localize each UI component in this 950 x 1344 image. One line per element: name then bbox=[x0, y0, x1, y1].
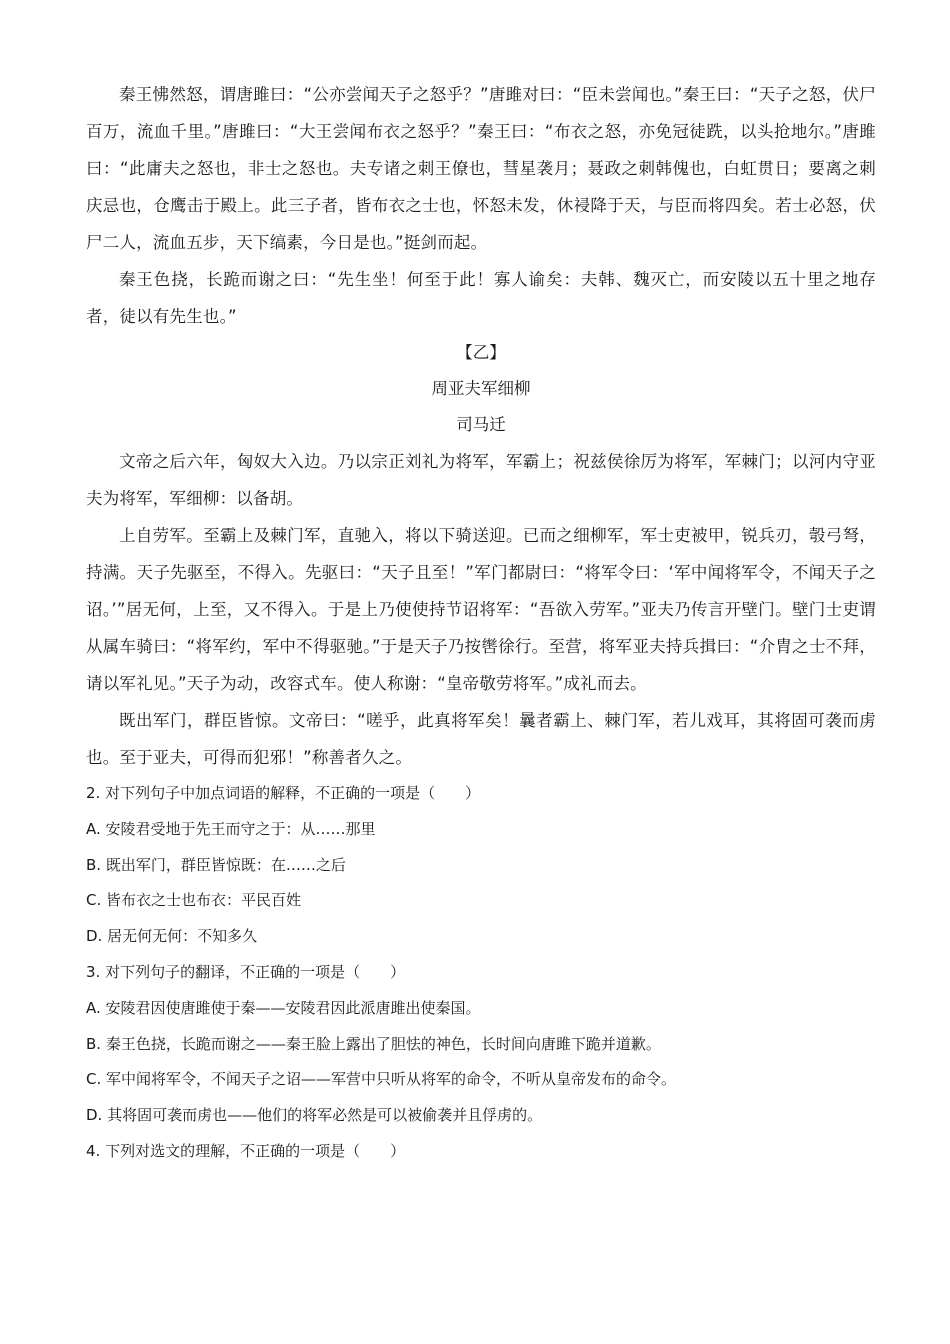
option-letter: C. bbox=[86, 1070, 102, 1089]
question-number: 2. bbox=[86, 784, 101, 802]
option-text: 安陵君因使唐雎使于秦——安陵君因此派唐雎出使秦国。 bbox=[105, 998, 481, 1017]
option-letter: A. bbox=[86, 819, 101, 838]
question-3 bbox=[86, 955, 876, 1134]
option-letter: B. bbox=[86, 855, 102, 874]
option-text: 其将固可袭而虏也——他们的将军必然是可以被偷袭并且俘虏的。 bbox=[107, 1106, 543, 1125]
passage-title: 周亚夫军细柳 bbox=[431, 379, 531, 398]
passage-yi bbox=[86, 335, 876, 776]
document-page bbox=[86, 76, 876, 1170]
option-item bbox=[86, 919, 876, 955]
option-item bbox=[86, 1098, 876, 1134]
question-number: 4. bbox=[86, 1141, 101, 1160]
question-stem bbox=[86, 776, 876, 812]
passage-label: 【乙】 bbox=[456, 343, 506, 362]
option-text: 秦王色挠，长跪而谢之——秦王脸上露出了胆怯的神色，长时间向唐雎下跪并道歉。 bbox=[105, 1034, 661, 1053]
passage-jia bbox=[86, 76, 876, 335]
option-item bbox=[86, 1062, 876, 1098]
option-item bbox=[86, 883, 876, 919]
passage-jia-paragraph: 秦王怫然怒，谓唐雎曰：“公亦尝闻天子之怒乎？”唐雎对曰：“臣未尝闻也。”秦王曰：“天子之怒，伏尸百万，流血千里。”唐雎曰：“大王尝闻布衣之怒乎？”秦王曰：“布衣之怒，亦免冠徒跣，以头抢地尔。”唐雎曰：“此庸夫之怒也，非士之怒也。夫专诸之刺王僚也，彗星袭月；聂政之刺韩傀也，白虹贯日；要离之刺庆忌也，仓鹰击于殿上。此三子者，皆布衣之士也，怀怒未发，休祲降于天，与臣而将四矣。若士必怒，伏尸二人，流血五步，天下缟素，今日是也。”挺剑而起。 bbox=[86, 85, 876, 252]
passage-yi-paragraph: 既出军门，群臣皆惊。文帝曰：“嗟乎，此真将军矣！曩者霸上、棘门军，若儿戏耳，其将固可袭而虏也。至于亚夫，可得而犯邪！”称善者久之。 bbox=[86, 711, 876, 767]
question-2 bbox=[86, 776, 876, 955]
option-letter: D. bbox=[86, 1106, 103, 1125]
question-4 bbox=[86, 1134, 876, 1170]
passage-author: 司马迁 bbox=[456, 415, 506, 434]
option-letter: C. bbox=[86, 891, 102, 910]
option-item bbox=[86, 812, 876, 848]
question-text: 对下列句子中加点词语的解释，不正确的一项是（ ） bbox=[105, 784, 481, 802]
option-text: 居无何无何：不知多久 bbox=[107, 927, 258, 946]
option-text: 军中闻将军令，不闻天子之诏——军营中只听从将军的命令，不听从皇帝发布的命令。 bbox=[106, 1070, 677, 1089]
passage-yi-paragraph: 文帝之后六年，匈奴大入边。乃以宗正刘礼为将军，军霸上；祝兹侯徐厉为将军，军棘门；以河内守亚夫为将军，军细柳：以备胡。 bbox=[86, 452, 876, 508]
passage-yi-paragraph: 上自劳军。至霸上及棘门军，直驰入，将以下骑送迎。已而之细柳军，军士吏被甲，锐兵刃，彀弓弩，持满。天子先驱至，不得入。先驱曰：“天子且至！”军门都尉曰：“将军令曰：‘军中闻将军令，不闻天子之诏。’”居无何，上至，又不得入。于是上乃使使持节诏将军：“吾欲入劳军。”亚夫乃传言开壁门。壁门士吏谓从属车骑曰：“将军约，军中不得驱驰。”于是天子乃按辔徐行。至营，将军亚夫持兵揖曰：“介胄之士不拜，请以军礼见。”天子为动，改容式车。使人称谢：“皇帝敬劳将军。”成礼而去。 bbox=[86, 526, 876, 693]
question-text: 对下列句子的翻译，不正确的一项是（ ） bbox=[105, 962, 406, 981]
question-stem bbox=[86, 955, 876, 991]
option-text: 皆布衣之士也布衣：平民百姓 bbox=[106, 891, 302, 910]
option-letter: D. bbox=[86, 927, 103, 946]
option-letter: B. bbox=[86, 1034, 102, 1053]
option-item bbox=[86, 848, 876, 884]
option-item bbox=[86, 991, 876, 1027]
option-text: 安陵君受地于先王而守之于：从……那里 bbox=[105, 819, 376, 838]
option-letter: A. bbox=[86, 998, 101, 1017]
option-item bbox=[86, 1027, 876, 1063]
question-number: 3. bbox=[86, 962, 101, 981]
passage-jia-paragraph: 秦王色挠，长跪而谢之曰：“先生坐！何至于此！寡人谕矣：夫韩、魏灭亡，而安陵以五十里之地存者，徒以有先生也。” bbox=[86, 270, 876, 326]
question-stem bbox=[86, 1134, 876, 1170]
question-text: 下列对选文的理解，不正确的一项是（ ） bbox=[105, 1141, 406, 1160]
option-text: 既出军门，群臣皆惊既：在……之后 bbox=[105, 855, 346, 874]
